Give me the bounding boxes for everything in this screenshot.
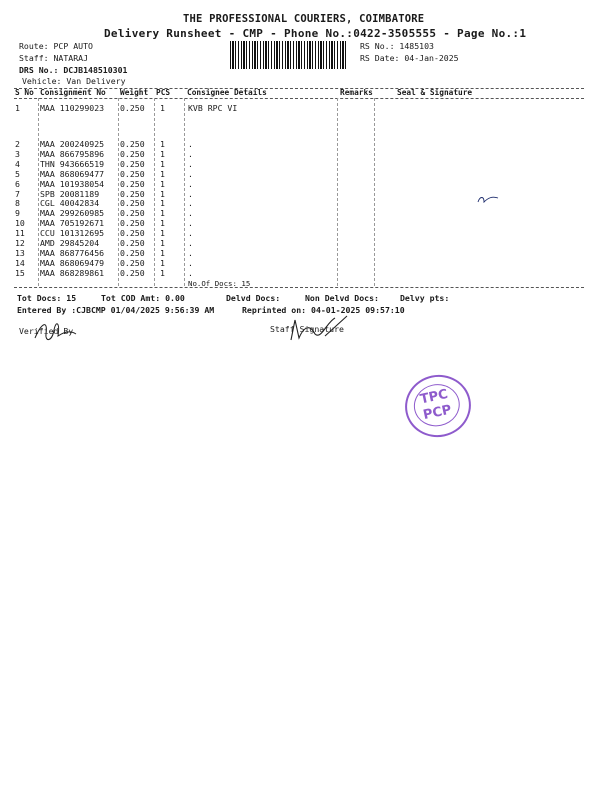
- row-pcs: 1: [160, 168, 165, 179]
- row-cn: MAA 110299023: [40, 103, 105, 113]
- no-of-docs: No.Of Docs: 15: [188, 279, 251, 288]
- row-pcs: 1: [160, 158, 165, 169]
- table-row: [14, 268, 584, 278]
- row-wt: 0.250: [120, 188, 145, 199]
- verified-signature: [30, 312, 80, 348]
- row-consignee: .: [188, 267, 193, 278]
- row-sno: 4: [15, 158, 20, 169]
- col-header-consignee: Consignee Details: [187, 88, 267, 97]
- row-consignee: .: [188, 257, 193, 268]
- row-sno: 13: [15, 247, 25, 258]
- col-header-consignment: Consignment No: [40, 88, 106, 97]
- staff-signature: [285, 312, 355, 346]
- row-consignee: .: [188, 168, 193, 179]
- row-cn: CCU 101312695: [40, 228, 105, 239]
- row-cn: MAA 868776456: [40, 247, 105, 258]
- row-cn: AMD 29845204: [40, 238, 100, 248]
- barcode-image: [230, 41, 348, 69]
- row-wt: 0.250: [120, 267, 145, 278]
- row-cn: MAA 200240925: [40, 139, 105, 149]
- staff-label: Staff: NATARAJ: [19, 53, 89, 63]
- row-cn: THN 943666519: [40, 158, 105, 169]
- row-cn: MAA 868069477: [40, 168, 105, 179]
- row-sno: 5: [15, 168, 20, 179]
- col-header-weight: Weight: [120, 88, 149, 97]
- row-pcs: 1: [160, 247, 165, 258]
- row-cn: MAA 101938054: [40, 178, 105, 189]
- row-cn: MAA 866795896: [40, 148, 105, 159]
- table-row: [14, 169, 584, 179]
- company-name: THE PROFESSIONAL COURIERS, COIMBATORE: [183, 13, 425, 25]
- row-pcs: 1: [160, 228, 165, 239]
- col-header-pcs: PCS: [156, 88, 171, 97]
- row-sno: 7: [15, 188, 20, 199]
- row-cn: MAA 705192671: [40, 218, 105, 229]
- margin-scribble: [462, 190, 502, 210]
- row-sno: 11: [15, 228, 25, 239]
- company-stamp: [399, 369, 476, 443]
- delvd-docs: Delvd Docs:: [226, 293, 281, 303]
- staff-signature-label: Staff Signature: [270, 324, 344, 334]
- rs-date: RS Date: 04-Jan-2025: [360, 53, 459, 63]
- stamp-text-top: TPC: [418, 386, 450, 408]
- row-sno: 14: [15, 257, 25, 268]
- table-row: [14, 228, 584, 238]
- row-consignee: .: [188, 188, 193, 199]
- row-wt: 0.250: [120, 139, 145, 149]
- table-header-rule: [14, 98, 584, 99]
- row-wt: 0.250: [120, 168, 145, 179]
- entered-by: Entered By :CJBCMP 01/04/2025 9:56:39 AM: [17, 305, 215, 315]
- table-row: [14, 218, 584, 228]
- row-wt: 0.250: [120, 238, 145, 248]
- row-sno: 12: [15, 238, 25, 248]
- runsheet-table: [14, 88, 584, 288]
- non-delvd-docs: Non Delvd Docs:: [305, 293, 379, 303]
- col-header-sno: S No: [15, 88, 34, 97]
- row-cn: MAA 868289861: [40, 267, 105, 278]
- row-consignee: .: [188, 247, 193, 258]
- verified-by-label: Verified By: [19, 326, 74, 336]
- table-row: [14, 103, 584, 113]
- row-consignee: .: [188, 148, 193, 159]
- row-wt: 0.250: [120, 228, 145, 239]
- stamp-text-bottom: PCP: [421, 402, 453, 424]
- row-pcs: 1: [160, 208, 165, 219]
- row-consignee: .: [188, 208, 193, 219]
- row-cn: MAA 868069479: [40, 257, 105, 268]
- row-pcs: 1: [160, 139, 165, 149]
- row-sno: 9: [15, 208, 20, 219]
- row-pcs: 1: [160, 238, 165, 248]
- table-row: [14, 149, 584, 159]
- runsheet-subtitle: Delivery Runsheet - CMP - Phone No.:0422-3505555 - Page No.:1: [104, 27, 527, 40]
- row-wt: 0.250: [120, 257, 145, 268]
- row-pcs: 1: [160, 103, 165, 113]
- table-row: [14, 258, 584, 268]
- table-row: [14, 159, 584, 169]
- table-bottom-rule: [14, 287, 584, 288]
- row-pcs: 1: [160, 148, 165, 159]
- row-wt: 0.250: [120, 178, 145, 189]
- row-sno: 1: [15, 103, 20, 113]
- route-label: Route: PCP AUTO: [19, 41, 93, 51]
- rs-number: RS No.: 1485103: [360, 41, 434, 51]
- row-pcs: 1: [160, 198, 165, 209]
- row-consignee: .: [188, 139, 193, 149]
- row-sno: 15: [15, 267, 25, 278]
- row-pcs: 1: [160, 218, 165, 229]
- row-sno: 6: [15, 178, 20, 189]
- col-header-seal: Seal & Signature: [397, 88, 473, 97]
- row-sno: 8: [15, 198, 20, 209]
- table-row: [14, 238, 584, 248]
- row-pcs: 1: [160, 257, 165, 268]
- row-cn: MAA 299260985: [40, 208, 105, 219]
- row-wt: 0.250: [120, 208, 145, 219]
- row-consignee: .: [188, 178, 193, 189]
- table-row: [14, 139, 584, 149]
- row-consignee: .: [188, 238, 193, 248]
- row-wt: 0.250: [120, 247, 145, 258]
- row-wt: 0.250: [120, 148, 145, 159]
- row-pcs: 1: [160, 267, 165, 278]
- row-cn: SPB 20081189: [40, 188, 100, 199]
- row-pcs: 1: [160, 178, 165, 189]
- table-row: [14, 248, 584, 258]
- vehicle-label: Vehicle: Van Delivery: [22, 76, 126, 86]
- row-wt: 0.250: [120, 158, 145, 169]
- delvy-pts: Delvy pts:: [400, 293, 450, 303]
- row-wt: 0.250: [120, 218, 145, 229]
- col-header-remarks: Remarks: [340, 88, 373, 97]
- row-pcs: 1: [160, 188, 165, 199]
- row-wt: 0.250: [120, 103, 145, 113]
- row-sno: 3: [15, 148, 20, 159]
- row-wt: 0.250: [120, 198, 145, 209]
- tot-cod-amt: Tot COD Amt: 0.00: [101, 293, 185, 303]
- reprinted-on: Reprinted on: 04-01-2025 09:57:10: [242, 305, 405, 315]
- table-row: [14, 179, 584, 189]
- drs-number: DRS No.: DCJB148510301: [19, 65, 128, 75]
- row-sno: 10: [15, 218, 25, 229]
- row-consignee: .: [188, 198, 193, 209]
- row-consignee: KVB RPC VI: [188, 103, 238, 113]
- row-cn: CGL 40042834: [40, 198, 100, 209]
- row-sno: 2: [15, 139, 20, 149]
- tot-docs: Tot Docs: 15: [17, 293, 77, 303]
- row-consignee: .: [188, 218, 193, 229]
- row-consignee: .: [188, 228, 193, 239]
- row-consignee: .: [188, 158, 193, 169]
